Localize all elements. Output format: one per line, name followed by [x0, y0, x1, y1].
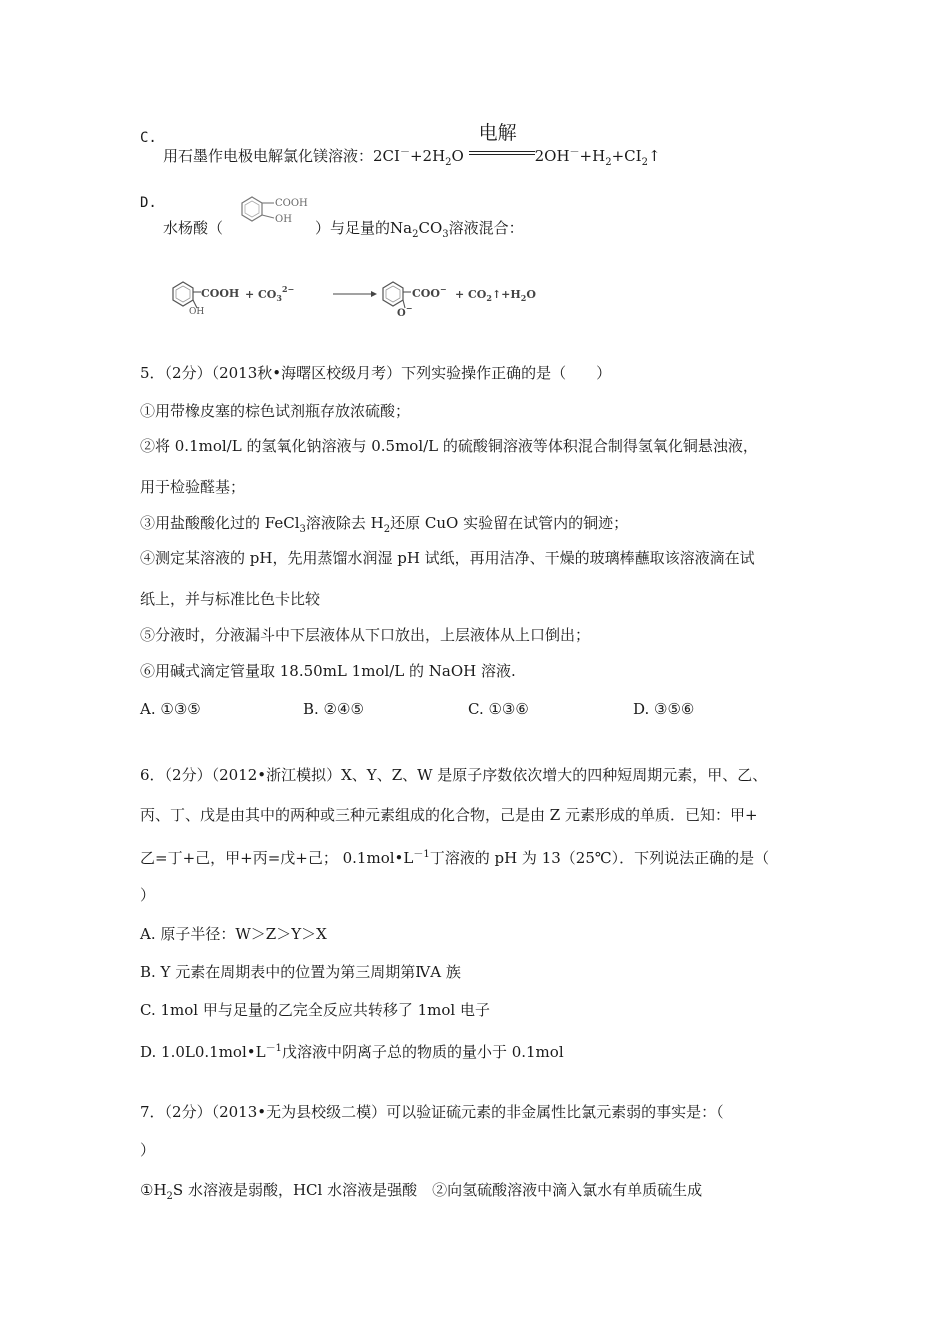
eq-coo: COO−: [412, 284, 447, 300]
q6-option-c: C. 1mol 甲与足量的乙完全反应共转移了 1mol 电子: [140, 1001, 490, 1019]
q5-item-6: ⑥用碱式滴定管量取 18.50mL 1mol/L 的 NaOH 溶液.: [140, 662, 516, 680]
struct-oh-label: OH: [275, 214, 292, 225]
eq-cooh: COOH: [201, 287, 240, 300]
q6-option-b: B. Y 元素在周期表中的位置为第三周期第ⅣA 族: [140, 963, 461, 981]
eq-plus-co3: + $CO_3^{2-}$: [245, 284, 295, 303]
q6-line-1: 6．（2分）（2012•浙江模拟）X、Y、Z、W 是原子序数依次增大的四种短周期元素，甲、乙、: [140, 766, 768, 784]
option-c-text: 用石墨作电极电解氯化镁溶液：$2CI^-+2H_2O$ 电解 $2OH^-+H_2+CI_2↑$: [163, 122, 661, 168]
salicylic-acid-structure: [232, 191, 328, 231]
q7-line-2: ）: [140, 1141, 156, 1159]
q5-item-2-cont: 用于检验醛基；: [140, 478, 246, 496]
q5-item-4: ④测定某溶液的 pH，先用蒸馏水润湿 pH 试纸，再用洁净、干燥的玻璃棒蘸取该溶液滴在试: [140, 549, 755, 567]
option-d-text: 水杨酸（ ）与足量的$Na_2CO_3$溶液混合：: [163, 219, 524, 240]
q6-line-4: ）: [140, 886, 156, 904]
option-d-label: D.: [140, 195, 157, 211]
q6-option-d: D. $1.0L0.1mol•L^{-1}$戊溶液中阴离子总的物质的量小于 0.1mol: [140, 1043, 564, 1061]
struct-cooh-label: COOH: [275, 198, 308, 209]
q7-line-1: 7．（2分）（2013•无为县校级二模）可以验证硫元素的非金属性比氯元素弱的事实是：（: [140, 1103, 724, 1121]
salicylic-reaction-equation: [165, 278, 565, 322]
q5-option-a: A. ①③⑤: [140, 700, 201, 718]
option-c-label: C.: [140, 130, 157, 146]
q5-item-5: ⑤分液时，分液漏斗中下层液体从下口放出，上层液体从上口倒出；: [140, 626, 591, 644]
q5-option-d: D. ③⑤⑥: [633, 700, 695, 718]
eq-oh: OH: [189, 307, 205, 317]
q7-line-3: $①H_2S$ 水溶液是弱酸，HCl 水溶液是强酸 ②向氢硫酸溶液中滴入氯水有单质硫生成: [140, 1181, 703, 1202]
q6-option-a: A. 原子半径：W＞Z＞Y＞X: [140, 925, 327, 943]
q5-item-1: ①用带橡皮塞的棕色试剂瓶存放浓硫酸；: [140, 402, 411, 420]
q6-line-2: 丙、丁、戊是由其中的两种或三种元素组成的化合物，己是由 Z 元素形成的单质．已知：甲+: [140, 806, 758, 824]
eq-o-minus: O−: [397, 303, 413, 319]
q5-item-2: ②将 0.1mol/L 的氢氧化钠溶液与 0.5mol/L 的硫酸铜溶液等体积混合制得氢氧化铜悬浊液，: [140, 437, 758, 455]
eq-products: + $CO_2↑+H_2O$: [455, 288, 536, 303]
electrolysis-arrow: 电解: [469, 143, 535, 163]
q5-option-c: C. ①③⑥: [468, 700, 529, 718]
q5-item-3: ③用盐酸酸化过的 FeCl$_3$溶液除去 $H_2$还原 CuO 实验留在试管内的铜迹；: [140, 514, 629, 535]
q5-option-b: B. ②④⑤: [303, 700, 364, 718]
q5-stem: 5．（2分）（2013秋•海曙区校级月考）下列实验操作正确的是（ ）: [140, 364, 612, 382]
q6-line-3: 乙=丁+己，甲+丙=戊+己； $0.1mol•L^{-1}$丁溶液的 pH 为 13（25℃）．下列说法正确的是（: [140, 849, 770, 867]
q5-item-4-cont: 纸上，并与标准比色卡比较: [140, 590, 321, 608]
